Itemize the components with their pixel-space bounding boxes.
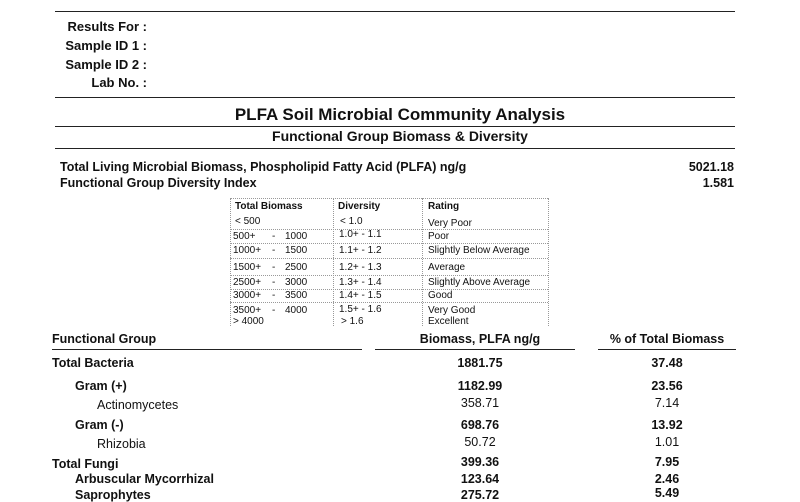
rating-biomass-high: 2500	[285, 262, 308, 273]
title-rule	[55, 126, 735, 127]
rating-table-right-line	[548, 198, 549, 326]
results-for-label: Results For :	[67, 19, 147, 34]
page-title: PLFA Soil Microbial Community Analysis	[234, 105, 566, 124]
group-percent: 5.49	[654, 486, 680, 500]
rating-biomass-low: 2500+	[233, 277, 262, 288]
subtitle-rule	[55, 148, 735, 149]
rating-biomass-dash: -	[272, 277, 276, 288]
group-biomass: 1881.75	[457, 356, 503, 370]
rating-diversity: 1.4+ - 1.5	[339, 290, 382, 301]
rating-label: Good	[428, 290, 453, 301]
rating-biomass-high: 4000	[285, 305, 308, 316]
sample-id-2-label: Sample ID 2 :	[65, 57, 147, 72]
column-header-rule-percent	[598, 349, 736, 350]
group-name: Saprophytes	[75, 488, 151, 502]
rating-biomass-low: > 4000	[233, 316, 264, 327]
header-bottom-rule	[55, 97, 735, 98]
rating-table-top-line	[230, 198, 548, 199]
group-name: Gram (-)	[75, 418, 124, 432]
group-percent: 13.92	[651, 418, 683, 432]
diversity-index-label: Functional Group Diversity Index	[60, 176, 257, 190]
rating-table-left-line	[230, 198, 231, 326]
rating-header-biomass: Total Biomass	[235, 201, 303, 212]
diversity-index-value: 1.581	[702, 176, 734, 190]
rating-diversity: < 1.0	[340, 216, 363, 227]
rating-biomass-high: 3000	[285, 277, 308, 288]
rating-label: Average	[428, 262, 466, 273]
lab-no-label: Lab No. :	[91, 75, 147, 90]
column-header-percent: % of Total Biomass	[609, 332, 725, 346]
rating-biomass-low: 500+	[233, 231, 256, 242]
group-biomass: 123.64	[460, 472, 500, 486]
rating-biomass-high: 1000	[285, 231, 308, 242]
rating-diversity: 1.1+ - 1.2	[339, 245, 382, 256]
group-name: Total Bacteria	[52, 356, 134, 370]
sample-id-1-label: Sample ID 1 :	[65, 38, 147, 53]
total-biomass-label: Total Living Microbial Biomass, Phospholipid Fatty Acid (PLFA) ng/g	[60, 160, 467, 174]
rating-label: Slightly Above Average	[428, 277, 531, 288]
group-name: Total Fungi	[52, 457, 119, 471]
group-name: Gram (+)	[75, 379, 127, 393]
group-biomass: 698.76	[460, 418, 500, 432]
column-header-biomass: Biomass, PLFA ng/g	[419, 332, 541, 346]
rating-row-line	[230, 289, 548, 290]
rating-biomass-dash: -	[272, 262, 276, 273]
rating-header-diversity: Diversity	[338, 201, 381, 212]
column-header-rule-biomass	[375, 349, 575, 350]
page-subtitle: Functional Group Biomass & Diversity	[272, 128, 528, 144]
rating-biomass-low: 1500+	[233, 262, 262, 273]
column-header-rule-group	[52, 349, 362, 350]
group-name: Arbuscular Mycorrhizal	[75, 472, 214, 486]
group-percent: 37.48	[651, 356, 683, 370]
rating-diversity: 1.0+ - 1.1	[339, 229, 382, 240]
group-biomass: 275.72	[460, 488, 500, 502]
rating-diversity: 1.2+ - 1.3	[339, 262, 382, 273]
group-percent: 23.56	[651, 379, 683, 393]
group-percent: 7.14	[654, 396, 680, 410]
rating-header-rating: Rating	[428, 201, 460, 212]
group-biomass: 50.72	[464, 435, 496, 449]
rating-label: Poor	[428, 231, 450, 242]
rating-row-line	[230, 302, 548, 303]
rating-biomass-dash: -	[272, 290, 276, 301]
rating-biomass-high: 1500	[285, 245, 308, 256]
rating-row-line	[230, 275, 548, 276]
group-percent: 1.01	[654, 435, 680, 449]
rating-diversity: 1.3+ - 1.4	[339, 277, 382, 288]
group-biomass: 358.71	[460, 396, 500, 410]
rating-biomass-dash: -	[272, 231, 276, 242]
rating-biomass-low: 1000+	[233, 245, 262, 256]
rating-biomass-dash: -	[272, 305, 276, 316]
rating-biomass-low: 3000+	[233, 290, 262, 301]
group-percent: 2.46	[654, 472, 680, 486]
rating-biomass-low: 3500+	[233, 305, 262, 316]
rating-label: Very Good	[428, 305, 476, 316]
rating-biomass-low: < 500	[235, 216, 261, 227]
rating-biomass-high: 3500	[285, 290, 308, 301]
rating-diversity: 1.5+ - 1.6	[339, 304, 382, 315]
rating-biomass-dash: -	[272, 245, 276, 256]
group-percent: 7.95	[654, 455, 680, 469]
group-biomass: 1182.99	[457, 379, 503, 393]
group-biomass: 399.36	[460, 455, 500, 469]
rating-row-line	[230, 229, 548, 230]
rating-table-col-line-2	[422, 198, 423, 326]
top-rule	[55, 11, 735, 12]
rating-row-line	[230, 243, 548, 244]
total-biomass-value: 5021.18	[688, 160, 734, 174]
group-name: Rhizobia	[97, 437, 146, 451]
rating-row-line	[230, 258, 548, 259]
rating-label: Slightly Below Average	[428, 245, 530, 256]
rating-label: Very Poor	[428, 218, 472, 229]
column-header-group: Functional Group	[52, 332, 157, 346]
group-name: Actinomycetes	[97, 398, 179, 412]
rating-diversity: > 1.6	[341, 316, 364, 327]
rating-table-col-line-1	[333, 198, 334, 326]
rating-label: Excellent	[428, 316, 469, 327]
